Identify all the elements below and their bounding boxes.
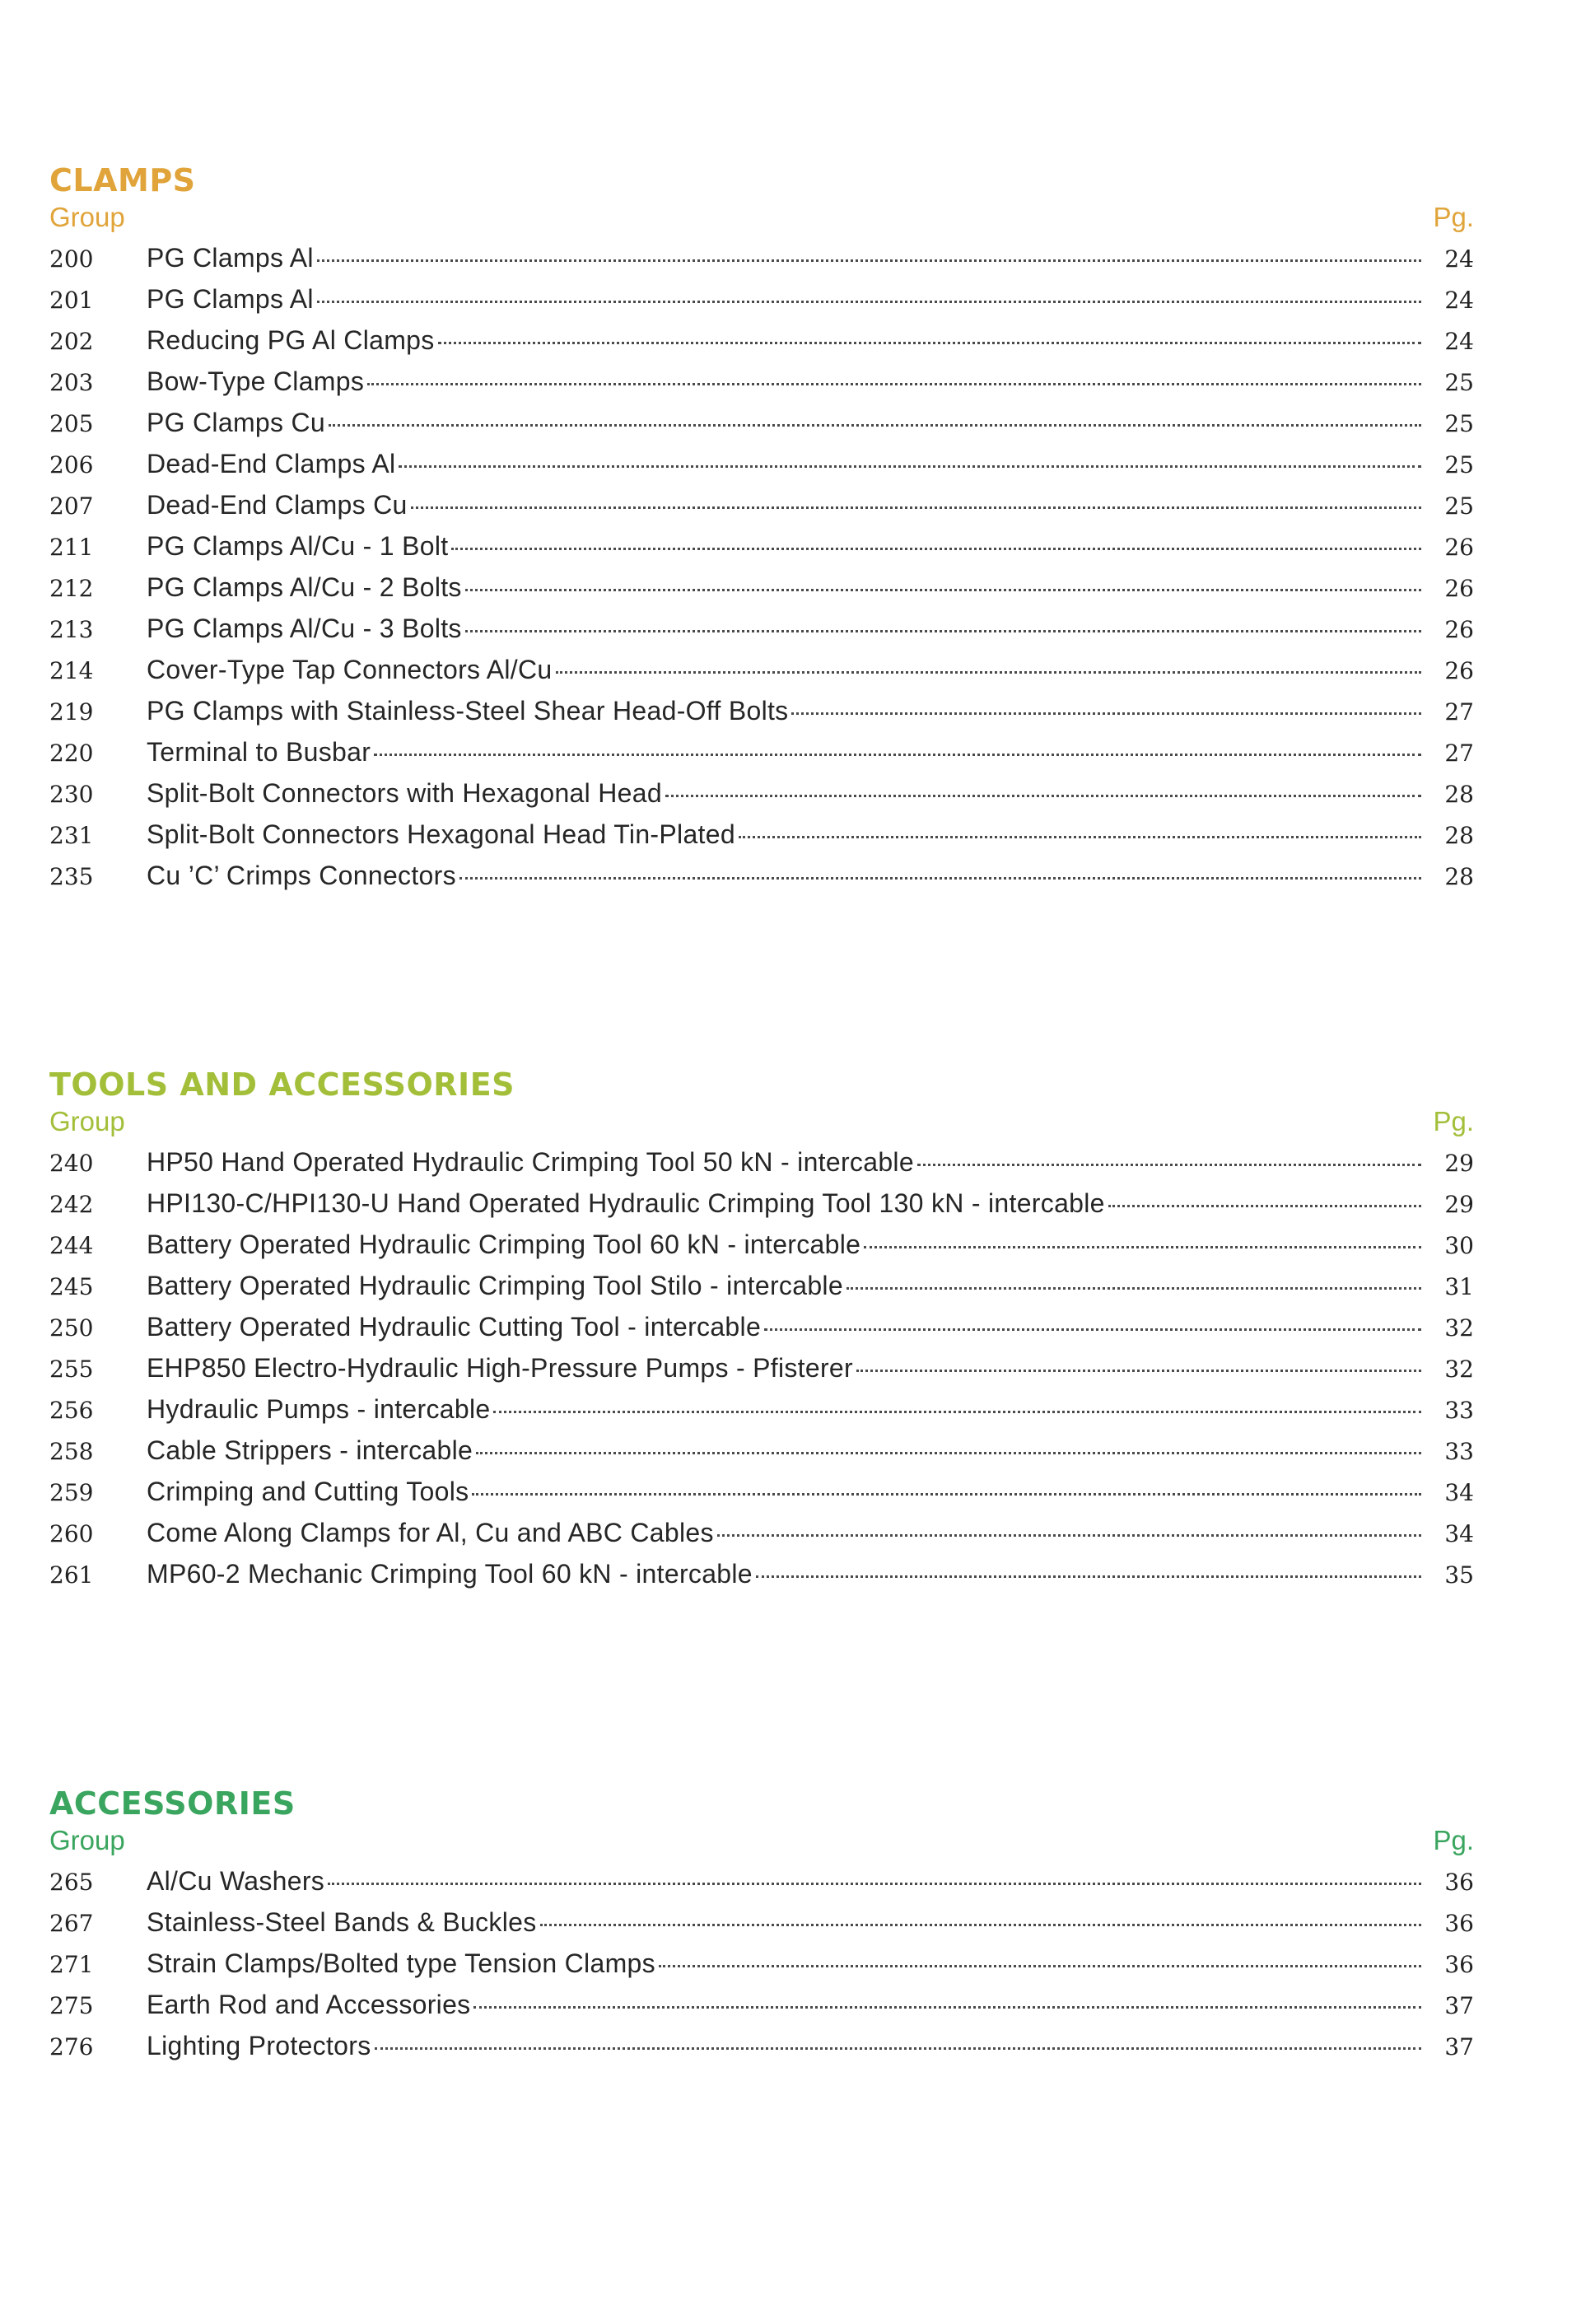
page-number: 26 xyxy=(1444,575,1474,602)
page-label: Pg. xyxy=(1433,1825,1474,1855)
dot-leader xyxy=(375,2047,1421,2050)
entry-title: Earth Rod and Accessories xyxy=(147,1990,471,2019)
page-number: 28 xyxy=(1444,781,1474,808)
index-list xyxy=(49,1141,1474,1594)
group-number: 267 xyxy=(49,1910,94,1937)
index-list xyxy=(49,1860,1474,2066)
index-entry[interactable] xyxy=(49,855,1474,896)
dot-leader xyxy=(465,589,1421,591)
dot-leader xyxy=(411,506,1421,509)
group-number: 212 xyxy=(49,575,94,602)
index-entry[interactable] xyxy=(49,772,1474,814)
page-label: Pg. xyxy=(1433,1106,1474,1136)
page-number: 25 xyxy=(1444,369,1474,396)
dot-leader xyxy=(756,1575,1421,1578)
group-number: 240 xyxy=(49,1150,94,1177)
group-number: 265 xyxy=(49,1869,94,1896)
index-entry[interactable] xyxy=(49,278,1474,320)
entry-title: PG Clamps Al xyxy=(147,243,314,273)
index-entry[interactable] xyxy=(49,1306,1474,1347)
page-number: 28 xyxy=(1444,863,1474,890)
dot-leader xyxy=(659,1965,1421,1967)
page-number: 24 xyxy=(1444,245,1474,273)
section-title: CLAMPS xyxy=(49,162,196,198)
entry-title: PG Clamps Al/Cu - 2 Bolts xyxy=(147,572,462,602)
group-number: 207 xyxy=(49,492,94,520)
dot-leader xyxy=(459,877,1421,880)
group-number: 220 xyxy=(49,740,94,767)
index-entry[interactable] xyxy=(49,2025,1474,2066)
index-entry[interactable] xyxy=(49,1512,1474,1553)
entry-title: Reducing PG Al Clamps xyxy=(147,325,435,355)
group-number: 230 xyxy=(49,781,94,808)
index-entry[interactable] xyxy=(49,1860,1474,1902)
group-number: 214 xyxy=(49,657,94,684)
page-label: Pg. xyxy=(1433,202,1474,232)
index-entry[interactable] xyxy=(49,1388,1474,1430)
dot-leader xyxy=(328,1883,1421,1885)
page-number: 28 xyxy=(1444,822,1474,849)
index-entry[interactable] xyxy=(49,1984,1474,2025)
page-number: 32 xyxy=(1444,1314,1474,1342)
entry-title: Lighting Protectors xyxy=(147,2031,371,2060)
dot-leader xyxy=(476,1452,1421,1454)
index-entry[interactable] xyxy=(49,1471,1474,1512)
dot-leader xyxy=(665,795,1421,797)
entry-title: PG Clamps Al xyxy=(147,284,314,314)
section-clamps xyxy=(49,161,1474,896)
group-number: 201 xyxy=(49,287,94,314)
group-number: 231 xyxy=(49,822,94,849)
entry-title: Hydraulic Pumps - intercable xyxy=(147,1394,491,1424)
dot-leader xyxy=(717,1534,1421,1537)
group-label: Group xyxy=(49,1825,125,1855)
group-number: 219 xyxy=(49,698,94,726)
page-number: 27 xyxy=(1444,698,1474,726)
entry-title: Cover-Type Tap Connectors Al/Cu xyxy=(147,655,553,684)
group-number: 235 xyxy=(49,863,94,890)
index-entry[interactable] xyxy=(49,1183,1474,1224)
group-number: 211 xyxy=(49,534,94,561)
entry-title: Come Along Clamps for Al, Cu and ABC Cables xyxy=(147,1518,714,1547)
entry-title: Split-Bolt Connectors with Hexagonal Head xyxy=(147,778,662,808)
dot-leader xyxy=(438,342,1421,344)
index-entry[interactable] xyxy=(49,567,1474,608)
entry-title: PG Clamps Al/Cu - 3 Bolts xyxy=(147,614,462,643)
dot-leader xyxy=(472,1493,1421,1496)
page-number: 24 xyxy=(1444,328,1474,355)
index-entry[interactable] xyxy=(49,237,1474,278)
index-entry[interactable] xyxy=(49,1553,1474,1594)
index-entry[interactable] xyxy=(49,484,1474,525)
page-number: 25 xyxy=(1444,492,1474,520)
index-entry[interactable] xyxy=(49,402,1474,443)
group-number: 242 xyxy=(49,1191,94,1218)
dot-leader xyxy=(493,1411,1421,1413)
entry-title: Battery Operated Hydraulic Cutting Tool - intercable xyxy=(147,1312,762,1342)
entry-title: Bow-Type Clamps xyxy=(147,366,365,396)
index-entry[interactable] xyxy=(49,731,1474,772)
entry-title: Strain Clamps/Bolted type Tension Clamps xyxy=(147,1948,655,1978)
entry-title: Stainless-Steel Bands & Buckles xyxy=(147,1907,537,1937)
group-number: 245 xyxy=(49,1273,94,1300)
group-number: 260 xyxy=(49,1520,94,1547)
page-number: 34 xyxy=(1444,1520,1474,1547)
entry-title: Dead-End Clamps Al xyxy=(147,449,396,478)
index-entry[interactable] xyxy=(49,649,1474,690)
group-number: 250 xyxy=(49,1314,94,1342)
group-number: 258 xyxy=(49,1438,94,1465)
page-number: 29 xyxy=(1444,1150,1474,1177)
entry-title: Cable Strippers - intercable xyxy=(147,1435,473,1465)
page-number: 31 xyxy=(1444,1273,1474,1300)
group-number: 259 xyxy=(49,1479,94,1506)
page-number: 36 xyxy=(1444,1910,1474,1937)
dot-leader xyxy=(451,548,1421,550)
entry-title: Dead-End Clamps Cu xyxy=(147,490,408,520)
index-entry[interactable] xyxy=(49,1430,1474,1471)
dot-leader xyxy=(791,712,1421,715)
section-title: ACCESSORIES xyxy=(49,1785,296,1822)
dot-leader xyxy=(864,1246,1421,1248)
group-number: 276 xyxy=(49,2033,94,2060)
entry-title: Al/Cu Washers xyxy=(147,1866,325,1896)
page-number: 24 xyxy=(1444,287,1474,314)
group-number: 203 xyxy=(49,369,94,396)
group-label: Group xyxy=(49,1106,125,1136)
index-entry[interactable] xyxy=(49,608,1474,649)
dot-leader xyxy=(465,630,1421,632)
index-entry[interactable] xyxy=(49,443,1474,484)
entry-title: Battery Operated Hydraulic Crimping Tool 60 kN - intercable xyxy=(147,1230,861,1259)
page-number: 34 xyxy=(1444,1479,1474,1506)
index-entry[interactable] xyxy=(49,814,1474,855)
entry-title: Split-Bolt Connectors Hexagonal Head Tin-Plated xyxy=(147,819,735,849)
page-number: 26 xyxy=(1444,657,1474,684)
page-number: 35 xyxy=(1444,1561,1474,1589)
group-number: 256 xyxy=(49,1397,94,1424)
group-number: 261 xyxy=(49,1561,94,1589)
group-number: 202 xyxy=(49,328,94,355)
group-number: 213 xyxy=(49,616,94,643)
group-number: 244 xyxy=(49,1232,94,1259)
index-entry[interactable] xyxy=(49,525,1474,567)
dot-leader xyxy=(317,259,1421,262)
index-entry[interactable] xyxy=(49,1347,1474,1388)
index-entry[interactable] xyxy=(49,320,1474,361)
dot-leader xyxy=(329,424,1421,427)
page-number: 36 xyxy=(1444,1951,1474,1978)
entry-title: Battery Operated Hydraulic Crimping Tool Stilo - intercable xyxy=(147,1271,843,1300)
index-entry[interactable] xyxy=(49,361,1474,402)
entry-title: Cu ’C’ Crimps Connectors xyxy=(147,861,456,890)
group-number: 275 xyxy=(49,1992,94,2019)
entry-title: HP50 Hand Operated Hydraulic Crimping Tool 50 kN - intercable xyxy=(147,1147,914,1177)
group-number: 200 xyxy=(49,245,94,273)
entry-title: PG Clamps with Stainless-Steel Shear Head-Off Bolts xyxy=(147,696,789,726)
dot-leader xyxy=(317,301,1421,303)
entry-title: MP60-2 Mechanic Crimping Tool 60 kN - intercable xyxy=(147,1559,753,1589)
index-entry[interactable] xyxy=(49,1224,1474,1265)
group-number: 271 xyxy=(49,1951,94,1978)
page-number: 33 xyxy=(1444,1438,1474,1465)
section-tools-and-accessories xyxy=(49,1066,1474,1594)
page-number: 36 xyxy=(1444,1869,1474,1896)
dot-leader xyxy=(1108,1205,1421,1207)
index-entry[interactable] xyxy=(49,1902,1474,1943)
page-number: 37 xyxy=(1444,1992,1474,2019)
page-number: 26 xyxy=(1444,616,1474,643)
entry-title: EHP850 Electro-Hydraulic High-Pressure Pumps - Pfisterer xyxy=(147,1353,853,1383)
dot-leader xyxy=(739,836,1421,838)
page-number: 27 xyxy=(1444,740,1474,767)
page-number: 37 xyxy=(1444,2033,1474,2060)
index-entry[interactable] xyxy=(49,1265,1474,1306)
section-title: TOOLS AND ACCESSORIES xyxy=(49,1066,515,1103)
index-entry[interactable] xyxy=(49,1943,1474,1984)
dot-leader xyxy=(473,2006,1421,2009)
group-number: 255 xyxy=(49,1356,94,1383)
entry-title: Terminal to Busbar xyxy=(147,737,371,767)
group-header xyxy=(49,1104,1474,1140)
dot-leader xyxy=(374,754,1421,756)
page-number: 33 xyxy=(1444,1397,1474,1424)
entry-title: PG Clamps Al/Cu - 1 Bolt xyxy=(147,531,449,561)
dot-leader xyxy=(846,1287,1421,1290)
dot-leader xyxy=(856,1370,1421,1372)
group-number: 206 xyxy=(49,451,94,478)
page-number: 25 xyxy=(1444,410,1474,437)
index-list xyxy=(49,237,1474,896)
entry-title: HPI130-C/HPI130-U Hand Operated Hydraulic Crimping Tool 130 kN - intercable xyxy=(147,1188,1105,1218)
page-number: 25 xyxy=(1444,451,1474,478)
group-number: 205 xyxy=(49,410,94,437)
index-entry[interactable] xyxy=(49,690,1474,731)
page-number: 32 xyxy=(1444,1356,1474,1383)
entry-title: PG Clamps Cu xyxy=(147,408,325,437)
page-number: 26 xyxy=(1444,534,1474,561)
group-label: Group xyxy=(49,202,125,232)
page-number: 29 xyxy=(1444,1191,1474,1218)
entry-title: Crimping and Cutting Tools xyxy=(147,1477,469,1506)
group-header xyxy=(49,199,1474,236)
dot-leader xyxy=(556,671,1421,674)
dot-leader xyxy=(917,1164,1421,1166)
page-number: 30 xyxy=(1444,1232,1474,1259)
index-entry[interactable] xyxy=(49,1141,1474,1183)
dot-leader xyxy=(764,1328,1421,1331)
section-accessories xyxy=(49,1785,1474,2066)
dot-leader xyxy=(540,1924,1421,1926)
group-header xyxy=(49,1822,1474,1859)
dot-leader xyxy=(399,465,1421,468)
dot-leader xyxy=(367,383,1421,385)
